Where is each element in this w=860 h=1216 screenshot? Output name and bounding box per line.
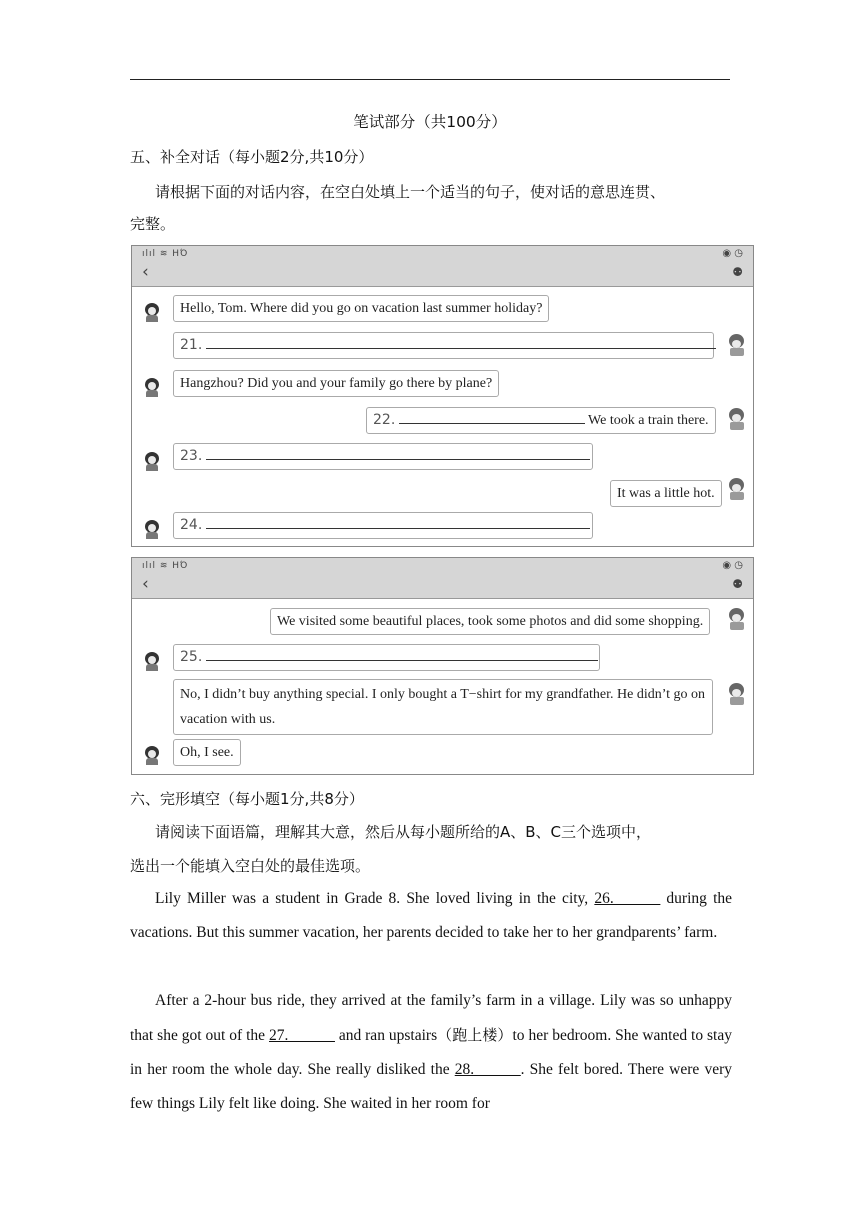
passage-text: Lily Miller was a student in Grade 8. She loved living in the city, <box>155 890 595 907</box>
page-title: 笔试部分（共100分） <box>353 113 507 131</box>
phone-status-bar <box>132 246 753 287</box>
girl-avatar <box>142 375 162 397</box>
girl-avatar <box>142 449 162 471</box>
status-icons-right: ◉ ◷ <box>722 248 743 259</box>
chat-screen-2 <box>131 557 754 775</box>
boy-avatar <box>727 408 747 430</box>
girl-avatar <box>142 300 162 322</box>
answer-blank[interactable] <box>206 334 716 349</box>
question-number: 22. <box>373 412 396 428</box>
passage-paragraph-2 <box>130 984 732 1121</box>
girl-avatar <box>142 743 162 765</box>
boy-avatar <box>727 334 747 356</box>
chat-text: We took a train there. <box>588 413 709 428</box>
answer-blank[interactable] <box>206 445 590 460</box>
girl-avatar <box>142 649 162 671</box>
passage-text: and ran upstairs <box>334 1027 438 1044</box>
chat-bubble-blank[interactable] <box>173 512 593 539</box>
boy-avatar <box>727 683 747 705</box>
chat-bubble: It was a little hot. <box>610 480 722 507</box>
passage-text: . She felt bored. There were very few things Lily felt like doing. She waited in her room for <box>130 1061 732 1112</box>
chat-bubble-blank[interactable] <box>366 407 716 434</box>
boy-avatar <box>727 608 747 630</box>
answer-blank[interactable] <box>206 646 598 661</box>
chevron-left-icon[interactable]: ‹ <box>142 574 149 594</box>
chat-screen-1 <box>131 245 754 547</box>
section5-instruction-1: 请根据下面的对话内容，在空白处填上一个适当的句子，使对话的意思连贯、 <box>155 183 666 201</box>
status-icons-right: ◉ ◷ <box>722 560 743 571</box>
passage-text-chinese: （跑上楼） <box>437 1026 513 1044</box>
question-number: 21. <box>180 337 203 353</box>
answer-blank[interactable] <box>206 514 590 529</box>
blank-28[interactable]: 28.______ <box>454 1061 521 1078</box>
blank-26[interactable]: 26.______ <box>594 890 661 907</box>
section6-heading: 六、完形填空（每小题1分,共8分） <box>130 790 364 808</box>
question-number: 24. <box>180 517 203 533</box>
passage-text: After a 2-hour bus ride, they arrived at the family’s farm in a village. Lily was so unhappy that she got out of the <box>130 992 732 1044</box>
girl-avatar <box>142 517 162 539</box>
chat-bubble: Oh, I see. <box>173 739 241 766</box>
chat-bubble: Hangzhou? Did you and your family go there by plane? <box>173 370 499 397</box>
section6-instruction-1: 请阅读下面语篇，理解其大意，然后从每小题所给的A、B、C三个选项中， <box>155 823 652 841</box>
chevron-left-icon[interactable]: ‹ <box>142 262 149 282</box>
signal-wifi-icon: ılıl ≋ ΗΌ <box>142 249 189 259</box>
person-icon[interactable]: ⚉ <box>732 577 743 591</box>
chat-bubble: Hello, Tom. Where did you go on vacation last summer holiday? <box>173 295 549 322</box>
answer-blank[interactable] <box>399 409 585 424</box>
passage-paragraph-1 <box>130 882 732 950</box>
question-number: 25. <box>180 649 203 665</box>
chat-bubble-blank[interactable] <box>173 443 593 470</box>
passage-text: to her bedroom. She wanted to stay in her room the whole day. She really disliked the <box>130 1027 732 1078</box>
chat-bubble-blank[interactable] <box>173 644 600 671</box>
top-rule <box>130 79 730 80</box>
person-icon[interactable]: ⚉ <box>732 265 743 279</box>
chat-bubble-blank[interactable] <box>173 332 714 359</box>
phone-status-bar <box>132 558 753 599</box>
passage-text: during the vacations. But this summer vacation, her parents decided to take her to her grandparents’ farm. <box>130 890 733 941</box>
chat-bubble: No, I didn’t buy anything special. I only bought a T−shirt for my grandfather. He didn’t go on vacation with us. <box>173 679 713 735</box>
boy-avatar <box>727 478 747 500</box>
chat-bubble: We visited some beautiful places, took some photos and did some shopping. <box>270 608 710 635</box>
section5-heading: 五、补全对话（每小题2分,共10分） <box>130 148 374 166</box>
signal-wifi-icon: ılıl ≋ ΗΌ <box>142 561 189 571</box>
blank-27[interactable]: 27.______ <box>269 1027 335 1044</box>
section6-instruction-2: 选出一个能填入空白处的最佳选项。 <box>130 857 371 875</box>
section5-instruction-2: 完整。 <box>130 215 176 233</box>
question-number: 23. <box>180 448 203 464</box>
